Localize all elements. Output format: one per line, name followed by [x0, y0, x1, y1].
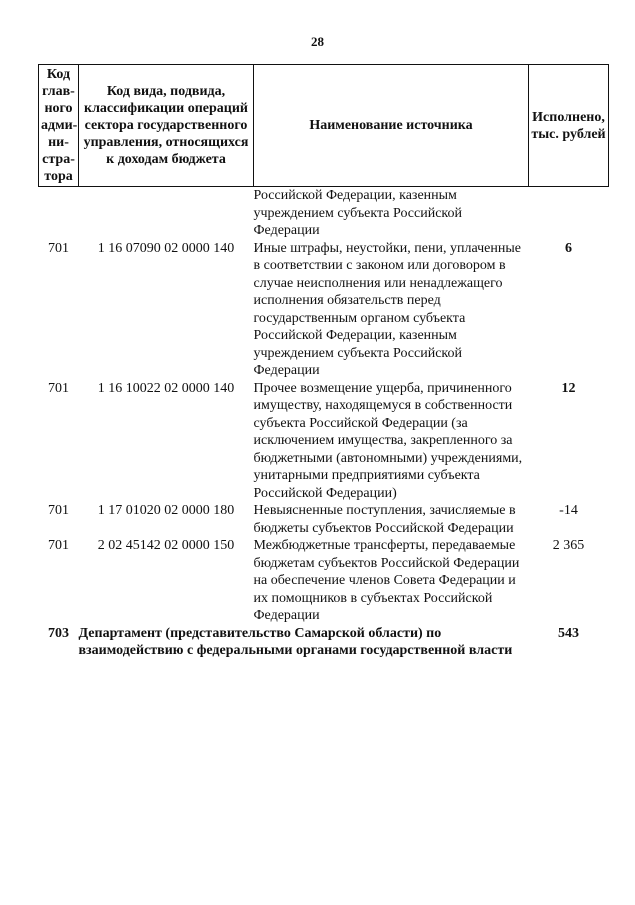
continuation-row	[39, 187, 609, 240]
department-row	[39, 625, 609, 660]
source-name-cell: Невыясненные поступления, зачисляемые в бюджеты субъектов Российской Федерации	[253, 503, 516, 536]
classification-code-cell: 1 16 07090 02 0000 140	[97, 240, 235, 256]
header-classification-code: Код вида, подвида, классификации операций сектора государственного управления, относящихся к доходам бюджета	[79, 65, 254, 187]
admin-code-cell: 701	[48, 240, 69, 256]
admin-code-cell: 701	[48, 380, 69, 396]
table-row	[39, 240, 609, 380]
amount-cell: -14	[559, 503, 578, 518]
source-name-cell: Прочее возмещение ущерба, причиненного имуществу, находящемуся в собственности субъекта Российской Федерации (за исключением имущества, закрепленного за бюджетными (автономными) учреждениями, унитарными предприятиями субъекта Российской Федерации)	[253, 380, 523, 501]
source-name-cell: Иные штрафы, неустойки, пени, уплаченные в соответствии с законом или договором в случае неисполнения или ненадлежащего исполнения обязательств перед государственным органом субъекта Российской Федерации, казенным учреждением субъекта Российской Федерации	[253, 240, 521, 378]
amount-cell: 12	[561, 380, 576, 396]
admin-code-cell: 701	[48, 538, 69, 553]
table-row	[39, 537, 609, 625]
revenue-table	[38, 64, 609, 660]
classification-code-cell: 1 17 01020 02 0000 180	[97, 503, 235, 518]
header-source-name: Наименование источника	[254, 65, 529, 187]
table-row	[39, 502, 609, 537]
department-name: Департамент (представительство Самарской области) по взаимодействию с федеральными органами государственной власти	[78, 625, 513, 658]
table-row	[39, 380, 609, 503]
amount-cell: 2 365	[552, 538, 585, 553]
continuation-text: Российской Федерации, казенным учреждением субъекта Российской Федерации	[253, 188, 463, 238]
header-admin-code: Код глав-ного адми-ни-стра-тора	[39, 65, 79, 187]
department-amount: 543	[558, 625, 579, 641]
classification-code-cell: 2 02 45142 02 0000 150	[97, 538, 235, 553]
table-header	[39, 65, 609, 187]
page-number: 28	[311, 34, 324, 49]
classification-code-cell: 1 16 10022 02 0000 140	[97, 380, 235, 396]
amount-cell: 6	[565, 240, 572, 256]
source-name-cell: Межбюджетные трансферты, передаваемые бюджетам субъектов Российской Федерации на обеспечение членов Совета Федерации и их помощников в субъектах Российской Федерации	[253, 538, 520, 623]
header-amount: Исполнено, тыс. рублей	[529, 65, 609, 187]
admin-code-cell: 701	[48, 503, 69, 518]
department-admin-code: 703	[48, 625, 69, 641]
